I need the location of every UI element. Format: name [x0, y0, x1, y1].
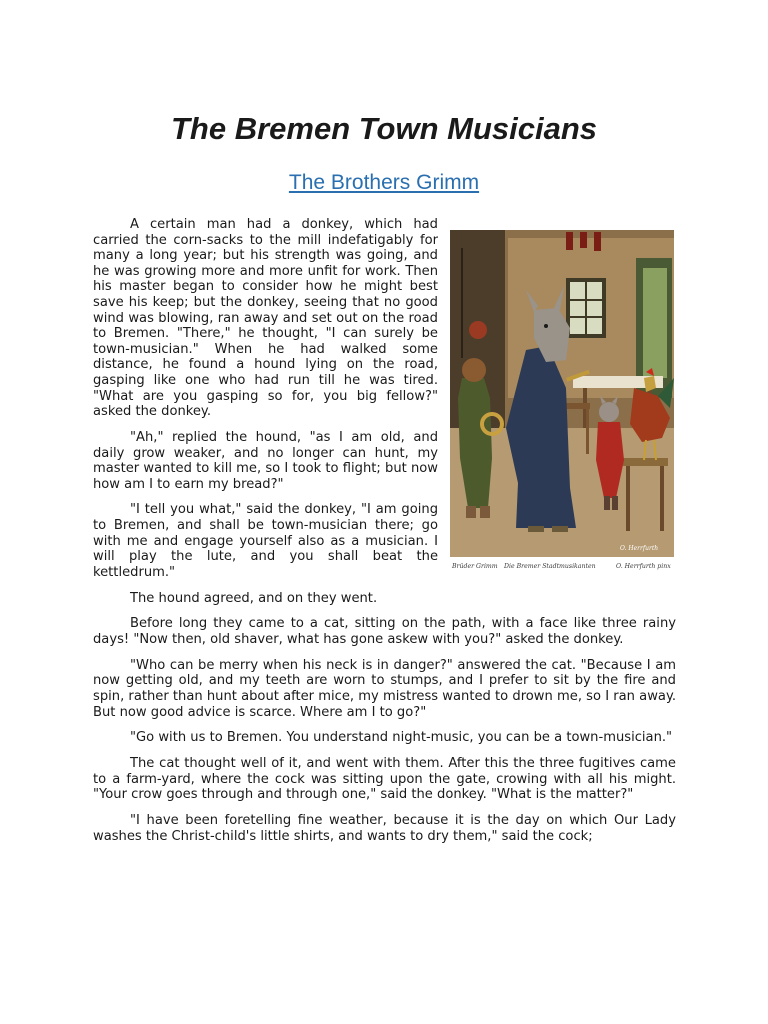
paragraph: "I have been foretelling fine weather, because it is the day on which Our Lady washes the Christ-child's little shirts, and wants to dry them," said the cock;	[93, 813, 676, 844]
paragraph: The cat thought well of it, and went with them. After this the three fugitives came to a farm-yard, where the cock was sitting upon the gate, crowing with all his might. "Your crow goes through and through one," said the donkey. "What is the matter?"	[93, 756, 676, 803]
illustration-caption-left: Brüder Grimm	[452, 563, 498, 570]
author-link[interactable]: The Brothers Grimm	[288, 171, 480, 194]
illustration	[448, 228, 676, 574]
paragraph: "I tell you what," said the donkey, "I am going to Bremen, and shall be town-musician there; go with me and engage yourself also as a musician. I will play the lute, and you shall beat the kettledrum."	[93, 502, 438, 580]
paragraph: "Go with us to Bremen. You understand night-music, you can be a town-musician."	[130, 730, 673, 746]
story-body	[93, 217, 676, 854]
paragraph: The hound agreed, and on they went.	[130, 590, 378, 606]
illustration-caption-right: O. Herrfurth pinx	[616, 563, 671, 570]
paragraph: A certain man had a donkey, which had carried the corn-sacks to the mill indefatigably for many a long year; but his strength was going, and he was growing more and more unfit for work. Then his master began to consider how he might best save his keep; but the donkey, seeing that no good wind was blowing, ran away and set out on the road to Bremen. "There," he thought, "I can surely be town-musician." When he had walked some distance, he found a hound lying on the road, gasping like one who had run till he was tired. "What are you gasping so for, you big fellow?" asked the donkey.	[93, 217, 438, 420]
paragraph: "Who can be merry when his neck is in danger?" answered the cat. "Because I am now getting old, and my teeth are worn to stumps, and I prefer to sit by the fire and spin, rather than hunt about after mice, my mistress wanted to drown me, so I ran away. But now good advice is scarce. Where am I to go?"	[93, 657, 676, 720]
illustration-signature: O. Herrfurth	[620, 545, 659, 552]
illustration-caption-center: Die Bremer Stadtmusikanten	[504, 563, 596, 570]
paragraph: Before long they came to a cat, sitting on the path, with a face like three rainy days! "Now then, old shaver, what has gone askew with you?" asked the donkey.	[93, 616, 676, 647]
page-title: The Bremen Town Musicians	[170, 111, 598, 146]
paragraph: "Ah," replied the hound, "as I am old, and daily grow weaker, and no longer can hunt, my master wanted to kill me, so I took to flight; but now how am I to earn my bread?"	[93, 429, 438, 492]
illustration-artwork	[448, 228, 676, 574]
